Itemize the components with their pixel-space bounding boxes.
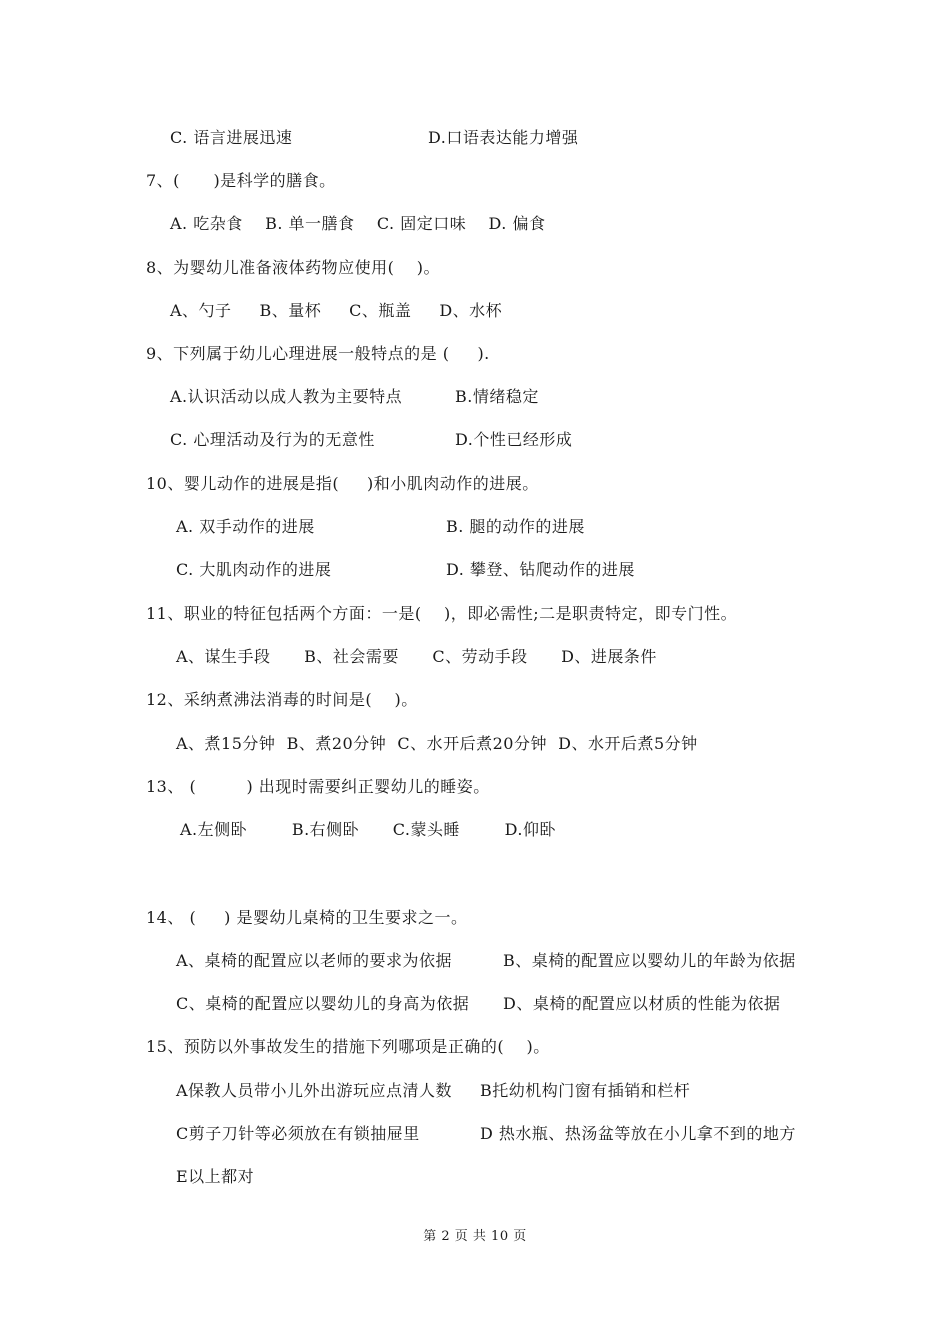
q14-option-d: D、桌椅的配置应以材质的性能为依据 — [503, 994, 781, 1013]
q9-option-d: D.个性已经形成 — [455, 430, 573, 449]
q15-option-a: A保教人员带小儿外出游玩应点清人数 — [176, 1081, 453, 1100]
q9-option-b: B.情绪稳定 — [455, 387, 539, 406]
q15-option-e: E以上都对 — [176, 1167, 255, 1186]
q13-options: A.左侧卧 B.右侧卧 C.蒙头睡 D.仰卧 — [180, 820, 556, 839]
q11-options: A、谋生手段 B、社会需要 C、劳动手段 D、进展条件 — [176, 647, 657, 666]
q15-option-d: D 热水瓶、热汤盆等放在小儿拿不到的地方 — [480, 1124, 796, 1143]
q9-stem: 9、下列属于幼儿心理进展一般特点的是 ( ). — [146, 344, 490, 363]
q10-stem: 10、婴儿动作的进展是指( )和小肌肉动作的进展。 — [146, 474, 539, 493]
q12-options: A、煮15分钟 B、煮20分钟 C、水开后煮20分钟 D、水开后煮5分钟 — [176, 734, 698, 753]
q10-option-c: C. 大肌肉动作的进展 — [176, 560, 332, 579]
q10-option-b: B. 腿的动作的进展 — [446, 517, 585, 536]
q14-option-a: A、桌椅的配置应以老师的要求为依据 — [176, 951, 453, 970]
q8-options: A、勺子 B、量杯 C、瓶盖 D、水杯 — [170, 301, 503, 320]
q15-option-c: C剪子刀针等必须放在有锁抽屉里 — [176, 1124, 420, 1143]
q15-stem: 15、预防以外事故发生的措施下列哪项是正确的( )。 — [146, 1037, 550, 1056]
q6-option-c: C. 语言进展迅速 — [170, 128, 293, 147]
q14-option-b: B、桌椅的配置应以婴幼儿的年龄为依据 — [503, 951, 796, 970]
q13-stem: 13、 ( ) 出现时需要纠正婴幼儿的睡姿。 — [146, 777, 490, 796]
q8-stem: 8、为婴幼儿准备液体药物应使用( )。 — [146, 258, 441, 277]
q15-option-b: B托幼机构门窗有插销和栏杆 — [480, 1081, 691, 1100]
q6-option-d: D.口语表达能力增强 — [428, 128, 579, 147]
q10-option-d: D. 攀登、钻爬动作的进展 — [446, 560, 635, 579]
q14-option-c: C、桌椅的配置应以婴幼儿的身高为依据 — [176, 994, 470, 1013]
q7-options: A. 吃杂食 B. 单一膳食 C. 固定口味 D. 偏食 — [170, 214, 546, 233]
q12-stem: 12、采纳煮沸法消毒的时间是( )。 — [146, 690, 418, 709]
q9-option-c: C. 心理活动及行为的无意性 — [170, 430, 375, 449]
page-number-footer: 第 2 页 共 10 页 — [423, 1229, 527, 1244]
q11-stem: 11、职业的特征包括两个方面：一是( )，即必需性;二是职责特定，即专门性。 — [146, 604, 738, 623]
q7-stem: 7、( )是科学的膳食。 — [146, 171, 336, 190]
q9-option-a: A.认识活动以成人教为主要特点 — [170, 387, 403, 406]
q10-option-a: A. 双手动作的进展 — [176, 517, 315, 536]
q14-stem: 14、 ( ) 是婴幼儿桌椅的卫生要求之一。 — [146, 908, 468, 927]
